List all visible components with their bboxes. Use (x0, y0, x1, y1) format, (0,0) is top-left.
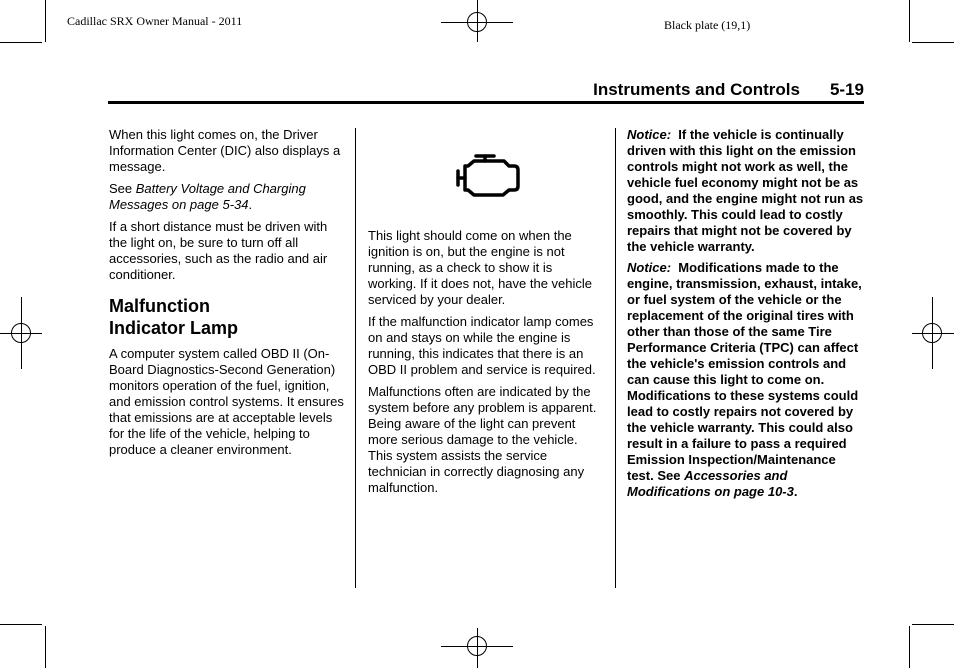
text: See (109, 181, 136, 196)
paragraph: If a short distance must be driven with the light on, be sure to turn off all accessories, such as the radio and air conditioner. (109, 219, 328, 282)
column-2 (368, 228, 604, 502)
paragraph: Malfunctions often are indicated by the system before any problem is apparent. Being aware of the light can prevent more serious damage to the vehicle. This system assists the service technician in correctly diagnosing any malfunction. (368, 384, 597, 495)
paragraph: This light should come on when the ignition is on, but the engine is not running, as a check to show it is working. If it does not, have the vehicle serviced by your dealer. (368, 228, 593, 307)
paragraph: When this light comes on, the Driver Information Center (DIC) also displays a message. (109, 127, 341, 174)
text: . (793, 484, 798, 499)
notice-paragraph (627, 260, 865, 500)
notice-text: If the vehicle is continually driven with this light on the emission controls might not work as well, the vehicle fuel economy might not be as good, and the engine might not run as smoothly. This could lead to costly repairs that might not be covered by the vehicle warranty. (627, 127, 864, 254)
notice-text: Modifications made to the engine, transmission, exhaust, intake, or fuel system of the vehicle or the replacement of the original tires with other than those of the same Tire Performance Criteria (TPC) can affect the vehicle's emission controls and can cause this light to come on. Modifications to these systems could lead to costly repairs not covered by the vehicle warranty. This could also result in a failure to pass a required Emission Inspection/Maintenance test. See (627, 260, 862, 483)
column-1 (109, 127, 345, 464)
paragraph: If the malfunction indicator lamp comes on and stays on while the engine is running, this indicates that there is an OBD II problem and service is required. (368, 314, 596, 377)
header-rule (108, 101, 864, 104)
plate-label: Black plate (19,1) (664, 18, 751, 32)
text: . (248, 197, 253, 212)
cross-reference: Battery Voltage and Charging Messages on page 5-34 (109, 181, 306, 212)
heading-line: Malfunction (109, 296, 210, 316)
column-divider (355, 128, 356, 588)
column-divider (615, 128, 616, 588)
column-3 (627, 127, 865, 505)
paragraph (109, 181, 345, 213)
notice-paragraph (627, 127, 865, 255)
cross-reference: Accessories and Modifications on page 10-3 (627, 468, 794, 499)
crop-mark (0, 624, 42, 625)
check-engine-icon (452, 152, 522, 198)
crop-mark (0, 42, 42, 43)
crop-mark (909, 0, 910, 42)
notice-label: Notice: (627, 127, 672, 142)
paragraph: A computer system called OBD II (On-Board Diagnostics-Second Generation) monitors operation of the fuel, ignition, and emission control systems. It ensures that emissions are at acceptable levels for the life of the vehicle, helping to produce a cleaner environment. (109, 346, 344, 457)
page-number: 5-19 (829, 80, 864, 99)
crop-mark (912, 624, 954, 625)
section-title: Instruments and Controls (593, 80, 800, 99)
crop-mark (45, 626, 46, 668)
section-heading (109, 295, 345, 339)
section-header (593, 80, 864, 100)
crop-mark (909, 626, 910, 668)
crop-mark (45, 0, 46, 42)
notice-label: Notice: (627, 260, 672, 275)
manual-title: Cadillac SRX Owner Manual - 2011 (67, 14, 243, 28)
heading-line: Indicator Lamp (109, 318, 239, 338)
crop-mark (912, 42, 954, 43)
